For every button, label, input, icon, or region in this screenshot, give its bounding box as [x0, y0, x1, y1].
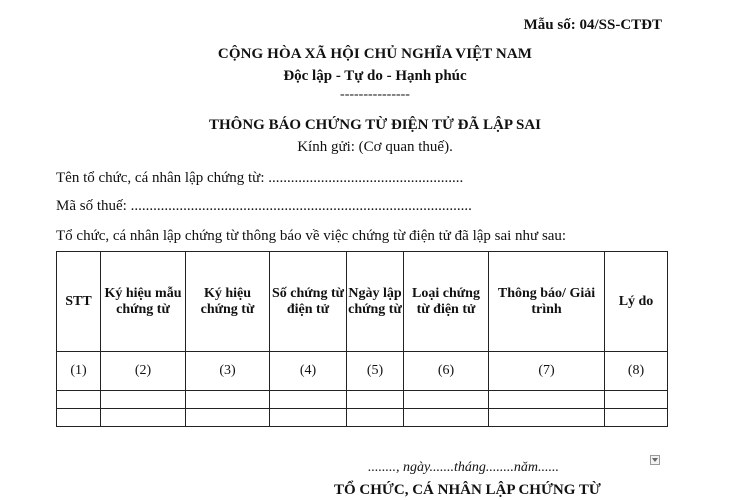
document-title: THÔNG BÁO CHỨNG TỪ ĐIỆN TỬ ĐÃ LẬP SAI — [209, 117, 541, 133]
national-motto: Độc lập - Tự do - Hạnh phúc — [283, 68, 467, 84]
column-number-row — [57, 352, 668, 391]
table-cell — [186, 391, 270, 409]
column-number: (6) — [404, 352, 489, 391]
column-number: (8) — [605, 352, 668, 391]
column-number: (2) — [101, 352, 186, 391]
table-cell — [270, 391, 347, 409]
table-cell — [347, 409, 404, 427]
column-header-reason: Lý do — [605, 252, 668, 352]
table-cell — [270, 409, 347, 427]
table-row — [57, 391, 668, 409]
table-cell — [605, 409, 668, 427]
table-cell — [347, 391, 404, 409]
table-header-row — [57, 252, 668, 352]
signer-title: TỔ CHỨC, CÁ NHÂN LẬP CHỨNG TỪ — [334, 482, 601, 498]
table-cell — [186, 409, 270, 427]
column-header-notice: Thông báo/ Giải trình — [489, 252, 605, 352]
column-number: (3) — [186, 352, 270, 391]
national-title: CỘNG HÒA XÃ HỘI CHỦ NGHĨA VIỆT NAM — [217, 46, 533, 62]
header-separator: --------------- — [340, 87, 410, 102]
table-cell — [57, 391, 101, 409]
column-number: (5) — [347, 352, 404, 391]
table-row — [57, 409, 668, 427]
table-cell — [489, 409, 605, 427]
table-cell — [101, 409, 186, 427]
table-cell — [57, 409, 101, 427]
column-header-document-symbol: Ký hiệu chứng từ — [186, 252, 270, 352]
chevron-down-icon[interactable] — [650, 455, 660, 465]
error-report-table — [56, 251, 668, 427]
column-number: (7) — [489, 352, 605, 391]
date-line: ........, ngày.......tháng........năm...... — [368, 460, 559, 475]
table-cell — [101, 391, 186, 409]
column-header-template-symbol: Ký hiệu mẫu chứng từ — [101, 252, 186, 352]
table-cell — [605, 391, 668, 409]
column-header-document-type: Loại chứng từ điện tử — [404, 252, 489, 352]
form-code: Mẫu số: 04/SS-CTĐT — [523, 17, 662, 33]
table-cell — [489, 391, 605, 409]
table-cell — [404, 409, 489, 427]
column-header-issue-date: Ngày lập chứng từ — [347, 252, 404, 352]
table-cell — [404, 391, 489, 409]
tax-code-field: Mã số thuế: ........................................................................................... — [56, 198, 472, 214]
organization-name-field: Tên tổ chức, cá nhân lập chứng từ: .................................................... — [56, 170, 464, 186]
column-number: (1) — [57, 352, 101, 391]
intro-text: Tổ chức, cá nhân lập chứng từ thông báo về việc chứng từ điện tử đã lập sai như sau: — [56, 228, 567, 244]
column-header-document-number: Số chứng từ điện tử — [270, 252, 347, 352]
column-number: (4) — [270, 352, 347, 391]
column-header-stt: STT — [57, 252, 101, 352]
recipient-line: Kính gửi: (Cơ quan thuế). — [297, 139, 453, 155]
